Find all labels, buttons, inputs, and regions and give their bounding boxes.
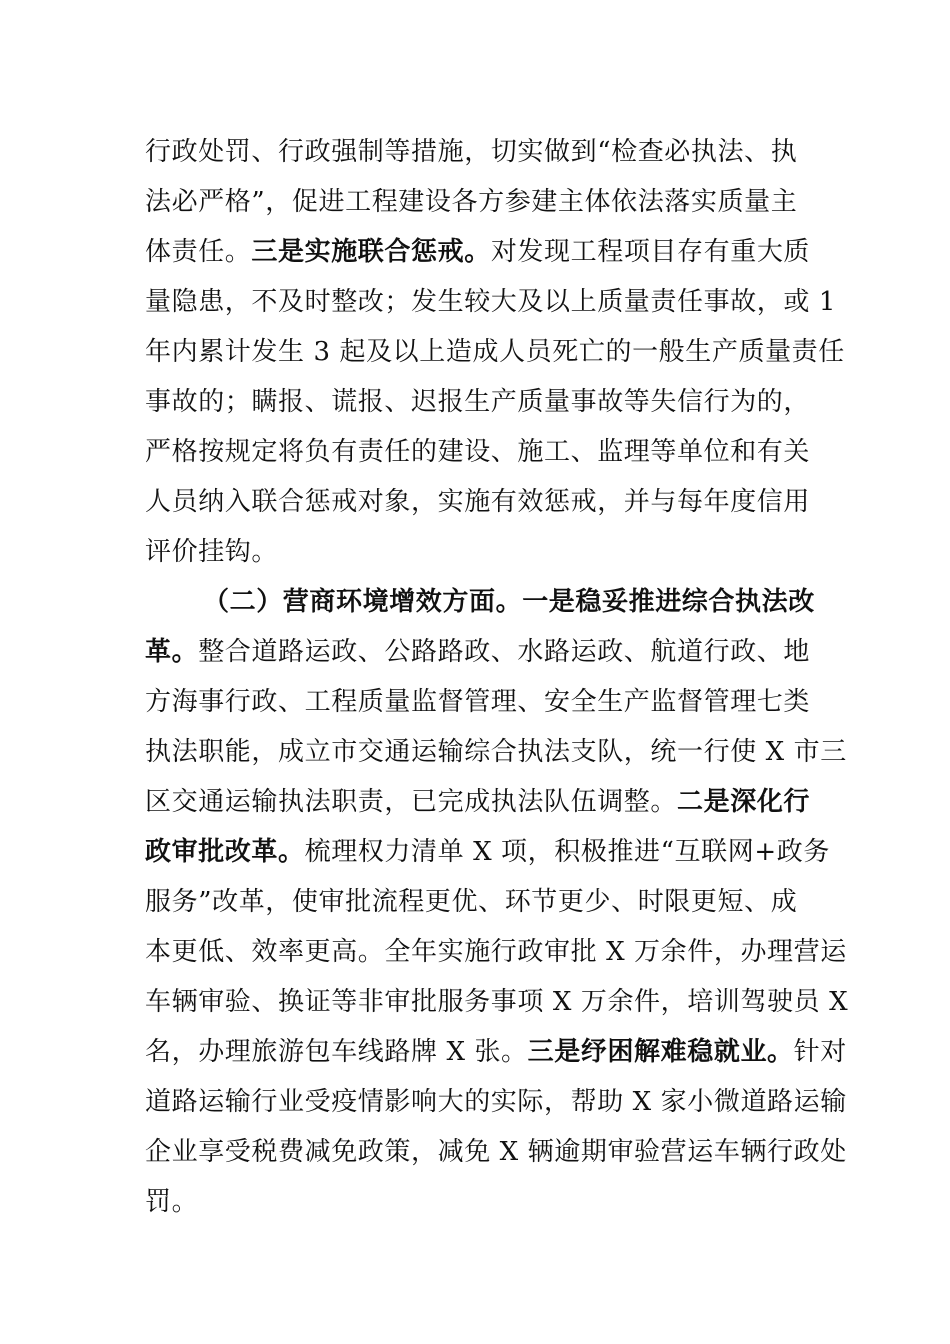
bold-heading: 二是深化行 (677, 787, 811, 817)
text-line: 年内累计发生 3 起及以上造成人员死亡的一般生产质量责任 (145, 337, 845, 367)
text-line: 企业享受税费减免政策，减免 X 辆逾期审验营运车辆行政处 (145, 1137, 847, 1167)
text-line (145, 1027, 847, 1077)
text-line (145, 777, 810, 827)
bold-heading: 三是纾困解难稳就业。 (527, 1037, 794, 1067)
bold-heading: 三是实施联合惩戒。 (251, 237, 491, 267)
text-run: 区交通运输执法职责，已完成执法队伍调整。 (145, 787, 678, 817)
text-line: 车辆审验、换证等非审批服务事项 X 万余件，培训驾驶员 X (145, 987, 849, 1017)
text-run: 体责任。 (145, 237, 252, 267)
bold-heading: 政审批改革。 (145, 837, 305, 867)
text-line: 执法职能，成立市交通运输综合执法支队，统一行使 X 市三 (145, 737, 847, 767)
text-line (145, 627, 810, 677)
body-text (145, 127, 849, 1227)
text-line: 行政处罚、行政强制等措施，切实做到“检查必执法、执 (145, 137, 798, 167)
text-line: 方海事行政、工程质量监督管理、安全生产监督管理七类 (145, 687, 811, 717)
text-run: 梳理权力清单 X 项，积极推进“互联网+政务 (304, 837, 830, 867)
text-line: 评价挂钩。 (145, 537, 279, 567)
section-heading: （二）营商环境增效方面。一是稳妥推进综合执法改 (203, 587, 815, 617)
text-line: 严格按规定将负有责任的建设、施工、监理等单位和有关 (145, 437, 811, 467)
text-line: 量隐患，不及时整改；发生较大及以上质量责任事故，或 1 (145, 287, 837, 317)
text-run: 对发现工程项目存有重大质 (490, 237, 811, 267)
bold-heading: 革。 (145, 637, 199, 667)
text-line: 罚。 (145, 1187, 199, 1217)
text-line: 道路运输行业受疫情影响大的实际，帮助 X 家小微道路运输 (145, 1087, 847, 1117)
text-line: 法必严格”，促进工程建设各方参建主体依法落实质量主 (145, 187, 798, 217)
text-line: 服务”改革，使审批流程更优、环节更少、时限更短、成 (145, 887, 798, 917)
text-line (145, 227, 810, 277)
text-line: 事故的；瞒报、谎报、迟报生产质量事故等失信行为的， (145, 387, 811, 417)
text-line (145, 827, 830, 877)
text-run: 名，办理旅游包车线路牌 X 张。 (145, 1037, 528, 1067)
text-line: 人员纳入联合惩戒对象，实施有效惩戒，并与每年度信用 (145, 487, 811, 517)
text-line: 本更低、效率更高。全年实施行政审批 X 万余件，办理营运 (145, 937, 847, 967)
text-run: 针对 (793, 1037, 847, 1067)
text-run: 整合道路运政、公路路政、水路运政、航道行政、地 (198, 637, 811, 667)
